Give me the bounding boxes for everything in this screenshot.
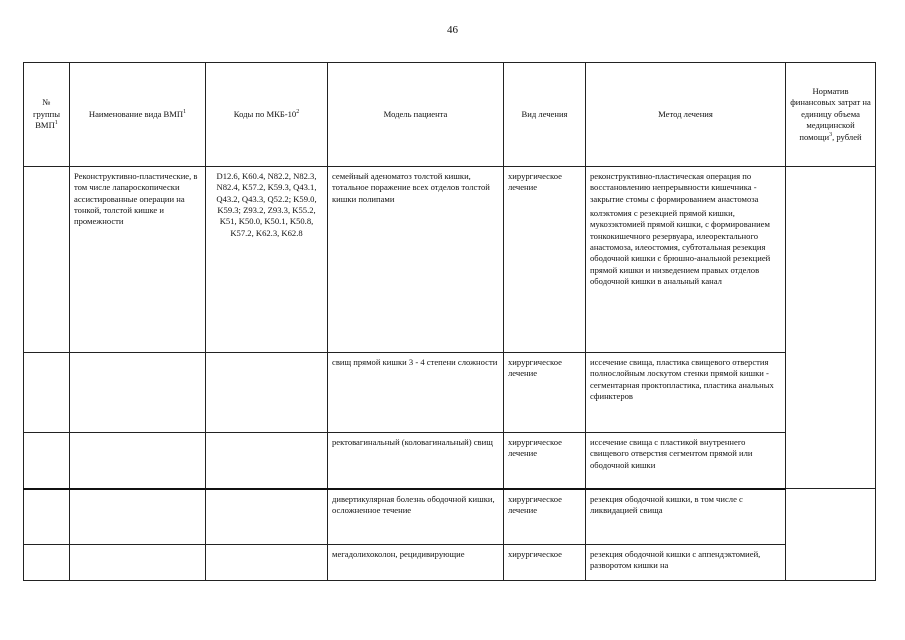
icd-codes-cell: D12.6, K60.4, N82.2, N82.3, N82.4, K57.2, K59.3, Q43.1, Q43.2, Q43.3, Q52.2; K59.0, K59.3; Z93.2, Z93.3, K55.2, K51, K50.0, K50.1, K50.8, K57.2, K62.3, K62.8 bbox=[206, 167, 328, 353]
vmp-name-cell bbox=[70, 545, 206, 581]
header-treatment-type: Вид лечения bbox=[504, 63, 586, 167]
header-row bbox=[24, 63, 876, 167]
patient-model-cell: семейный аденоматоз толстой кишки, тотальное поражение всех отделов толстой кишки полипами bbox=[328, 167, 504, 353]
method-text: колэктомия с резекцией прямой кишки, мукозэктомией прямой кишки, с формированием тонкокишечного резервуара, илеоректального анастомоза, илеостомия, субтотальная резекция ободочной кишки с брюшно-анальной резекцией прямой кишки и низведением правых отделов ободочной кишки в анальный канал bbox=[590, 208, 771, 287]
group-number-cell bbox=[24, 433, 70, 489]
method-text: реконструктивно-пластическая операция по восстановлению непрерывности кишечника - закрытие стомы с формированием анастомоза bbox=[590, 171, 759, 204]
vmp-name-cell bbox=[70, 489, 206, 545]
vmp-name-cell bbox=[70, 433, 206, 489]
patient-model-cell: мегадолихоколон, рецидивирующие bbox=[328, 545, 504, 581]
header-group-number: № группы ВМП$^1$ bbox=[24, 63, 70, 167]
page-number: 46 bbox=[447, 24, 458, 36]
patient-model-cell: ректовагинальный (коловагинальный) свищ bbox=[328, 433, 504, 489]
treatment-type-cell: хирургическое лечение bbox=[504, 167, 586, 353]
treatment-method-cell: иссечение свища, пластика свищевого отверстия полнослойным лоскутом стенки прямой кишки - сегментарная проктопластика, пластика анальных сфинктеров bbox=[586, 353, 786, 433]
header-financial-norm: Норматив финансовых затрат на единицу объема медицинской помощи$^3$, рублей bbox=[786, 63, 876, 167]
header-vmp-name: Наименование вида ВМП$^1$ bbox=[70, 63, 206, 167]
vmp-name-cell bbox=[70, 353, 206, 433]
icd-codes-cell bbox=[206, 489, 328, 545]
treatment-method-cell bbox=[586, 167, 786, 353]
table-row bbox=[24, 353, 876, 433]
treatment-type-cell: хирургическое лечение bbox=[504, 433, 586, 489]
financial-norm-cell bbox=[786, 167, 876, 489]
header-patient-model: Модель пациента bbox=[328, 63, 504, 167]
header-treatment-method: Метод лечения bbox=[586, 63, 786, 167]
icd-codes-cell bbox=[206, 353, 328, 433]
treatment-type-cell: хирургическое bbox=[504, 545, 586, 581]
header-icd-codes: Коды по МКБ-$10^2$ bbox=[206, 63, 328, 167]
icd-codes-cell bbox=[206, 545, 328, 581]
table-row bbox=[24, 433, 876, 489]
treatment-method-cell: резекция ободочной кишки с аппендэктомией, разворотом кишки на bbox=[586, 545, 786, 581]
group-number-cell bbox=[24, 545, 70, 581]
icd-codes-cell bbox=[206, 433, 328, 489]
treatment-type-cell: хирургическое лечение bbox=[504, 489, 586, 545]
vmp-name-cell: Реконструктивно-пластические, в том числе лапароскопически ассистированные операции на тонкой, толстой кишке и промежности bbox=[70, 167, 206, 353]
group-number-cell bbox=[24, 353, 70, 433]
financial-norm-cell bbox=[786, 489, 876, 581]
group-number-cell bbox=[24, 167, 70, 353]
treatment-type-cell: хирургическое лечение bbox=[504, 353, 586, 433]
vmp-table bbox=[23, 62, 876, 581]
table-row bbox=[24, 167, 876, 353]
table-row bbox=[24, 489, 876, 545]
patient-model-cell: дивертикулярная болезнь ободочной кишки, осложненное течение bbox=[328, 489, 504, 545]
treatment-method-cell: иссечение свища с пластикой внутреннего свищевого отверстия сегментом прямой или ободочной кишки bbox=[586, 433, 786, 489]
table-row bbox=[24, 545, 876, 581]
group-number-cell bbox=[24, 489, 70, 545]
patient-model-cell: свищ прямой кишки 3 - 4 степени сложности bbox=[328, 353, 504, 433]
treatment-method-cell: резекция ободочной кишки, в том числе с ликвидацией свища bbox=[586, 489, 786, 545]
